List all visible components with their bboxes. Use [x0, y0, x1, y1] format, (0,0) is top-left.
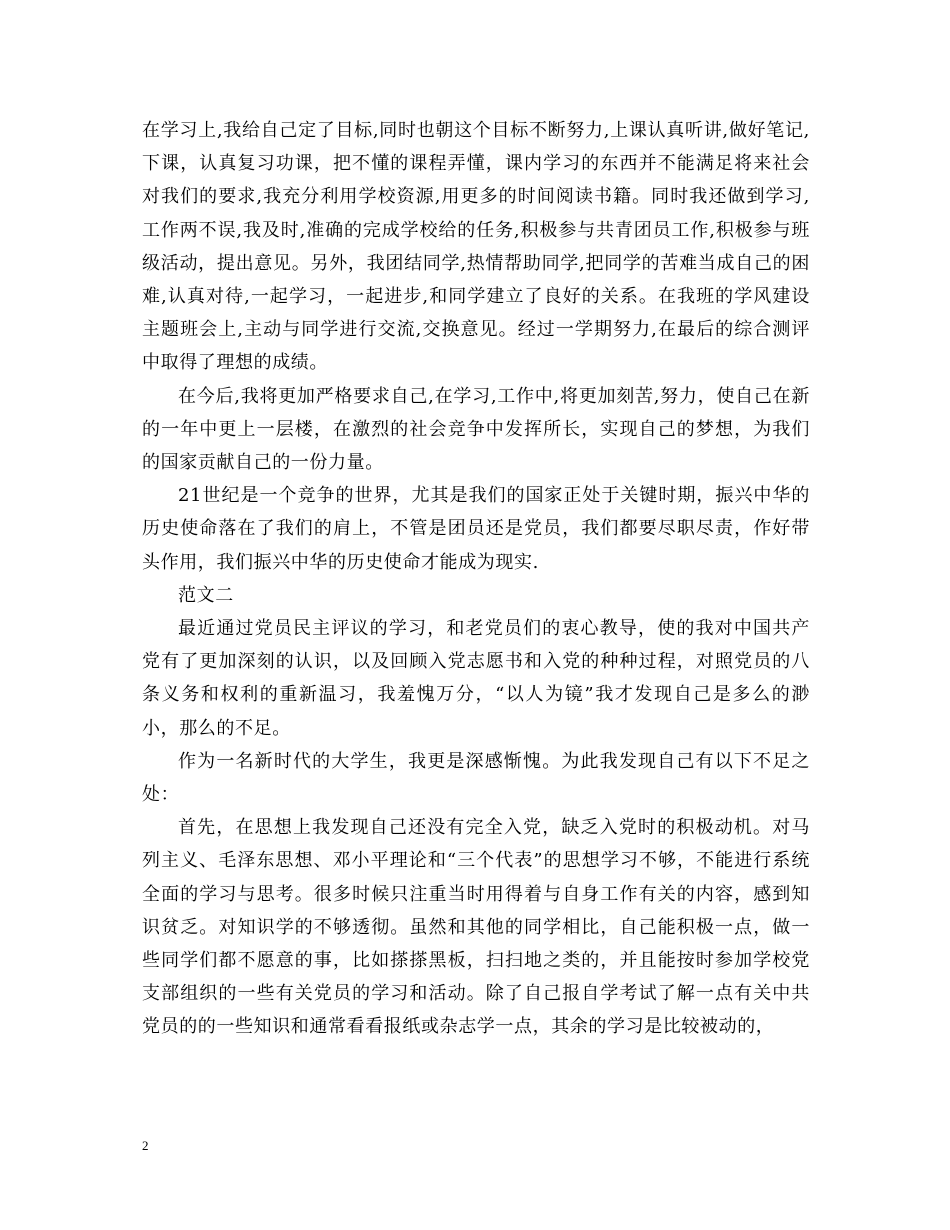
- page-number: 2: [142, 1138, 149, 1153]
- paragraph-study-goals: 在学习上,我给自己定了目标,同时也朝这个目标不断努力,上课认真听讲,做好笔记,下课，认真复习功课，把不懂的课程弄懂，课内学习的东西并不能满足将来社会对我们的要求,我充分利用学校资源,用更多的时间阅读书籍。同时我还做到学习,工作两不误,我及时,准确的完成学校给的任务,积极参与共青团员工作,积极参与班级活动，提出意见。另外，我团结同学,热情帮助同学,把同学的苦难当成自己的困难,认真对待,一起学习，一起进步,和同学建立了良好的关系。在我班的学风建设主题班会上,主动与同学进行交流,交换意见。经过一学期努力,在最后的综合测评中取得了理想的成绩。: [142, 120, 810, 374]
- paragraph-21st-century: 21世纪是一个竞争的世界，尤其是我们的国家正处于关键时期，振兴中华的历史使命落在了我们的肩上，不管是团员还是党员，我们都要尽职尽责，作好带头作用，我们振兴中华的历史使命才能成为现实.: [142, 485, 810, 573]
- body-text: [142, 114, 810, 1044]
- paragraph-first-shortcoming: 首先，在思想上我发现自己还没有完全入党，缺乏入党时的积极动机。对马列主义、毛泽东思想、邓小平理论和“三个代表”的思想学习不够，不能进行系统全面的学习与思考。很多时候只注重当时用得着与自身工作有关的内容，感到知识贫乏。对知识学的不够透彻。虽然和其他的同学相比，自己能积极一点，做一些同学们都不愿意的事，比如搽搽黑板，扫扫地之类的，并且能按时参加学校党支部组织的一些有关党员的学习和活动。除了自己报自学考试了解一点有关中共党员的的一些知识和通常看看报纸或杂志学一点，其余的学习是比较被动的，: [142, 817, 810, 1038]
- paragraph-future-plans: 在今后,我将更加严格要求自己,在学习,工作中,将更加刻苦,努力，使自己在新的一年中更上一层楼，在激烈的社会竞争中发挥所长，实现自己的梦想，为我们的国家贡献自己的一份力量。: [142, 385, 810, 474]
- paragraph-democratic-review: 最近通过党员民主评议的学习，和老党员们的衷心教导，使的我对中国共产党有了更加深刻的认识，以及回顾入党志愿书和入党的种种过程，对照党员的八条义务和权利的重新温习，我羞愧万分，“以人为镜”我才发现自己是多么的渺小，那么的不足。: [142, 618, 810, 739]
- section-heading-sample-two: 范文二: [178, 584, 234, 606]
- paragraph-shortcomings-intro: 作为一名新时代的大学生，我更是深感惭愧。为此我发现自己有以下不足之处：: [142, 750, 810, 806]
